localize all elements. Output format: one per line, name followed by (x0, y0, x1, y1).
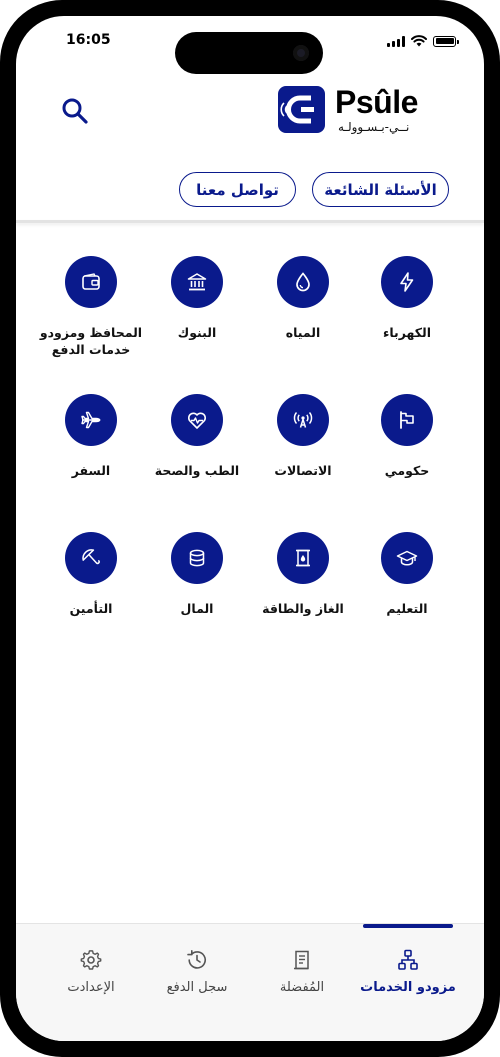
gear-icon (79, 948, 103, 972)
antenna-icon (277, 394, 329, 446)
nav-settings[interactable]: الإعدادت (36, 948, 146, 995)
category-electricity[interactable]: الكهرباء (352, 256, 462, 341)
history-icon (185, 948, 209, 972)
nav-payment-history[interactable]: سجل الدفع (142, 948, 252, 995)
graduation-cap-icon (381, 532, 433, 584)
quick-actions (16, 172, 484, 208)
heart-pulse-icon (171, 394, 223, 446)
search-icon (60, 96, 90, 126)
nav-service-providers[interactable]: مزودو الخدمات (353, 948, 463, 995)
logo-text: Psûle (335, 84, 418, 120)
category-banks[interactable]: البنوك (142, 256, 252, 341)
category-health[interactable]: الطب والصحة (142, 394, 252, 479)
umbrella-icon (65, 532, 117, 584)
network-icon (396, 948, 420, 972)
category-water[interactable]: المياه (248, 256, 358, 341)
category-money[interactable]: المال (142, 532, 252, 617)
logo-mark-icon (278, 86, 325, 133)
app-logo (278, 84, 430, 134)
contact-button[interactable]: تواصل معنا (179, 172, 296, 207)
category-travel[interactable]: السفر (36, 394, 146, 479)
fuel-barrel-icon (277, 532, 329, 584)
logo-subtitle: نــي-بـسـوولـه (338, 120, 410, 134)
dynamic-island (175, 32, 323, 74)
active-tab-indicator (363, 924, 453, 928)
status-icons (387, 34, 456, 48)
faq-button[interactable]: الأسئلة الشائعة (312, 172, 449, 207)
airplane-icon (65, 394, 117, 446)
water-drop-icon (277, 256, 329, 308)
battery-icon (433, 36, 456, 47)
category-education[interactable]: التعليم (352, 532, 462, 617)
search-button[interactable] (60, 96, 90, 126)
lightning-icon (381, 256, 433, 308)
bank-icon (171, 256, 223, 308)
status-time: 16:05 (66, 32, 111, 48)
category-government[interactable]: حكومي (352, 394, 462, 479)
signal-icon (387, 36, 405, 47)
category-wallets[interactable]: المحافظ ومزودو خدمات الدفع (36, 256, 146, 358)
app-screen (16, 16, 484, 1041)
bottom-navigation (16, 923, 484, 1041)
wifi-icon (411, 35, 427, 47)
nav-favorites[interactable]: المُفضلة (247, 948, 357, 995)
header-divider (16, 220, 484, 223)
receipt-icon (290, 948, 314, 972)
wallet-icon (65, 256, 117, 308)
coins-stack-icon (171, 532, 223, 584)
flag-icon (381, 394, 433, 446)
category-insurance[interactable]: التأمين (36, 532, 146, 617)
category-telecom[interactable]: الاتصالات (248, 394, 358, 479)
camera-icon (293, 45, 309, 61)
category-gas-energy[interactable]: الغاز والطاقة (248, 532, 358, 617)
